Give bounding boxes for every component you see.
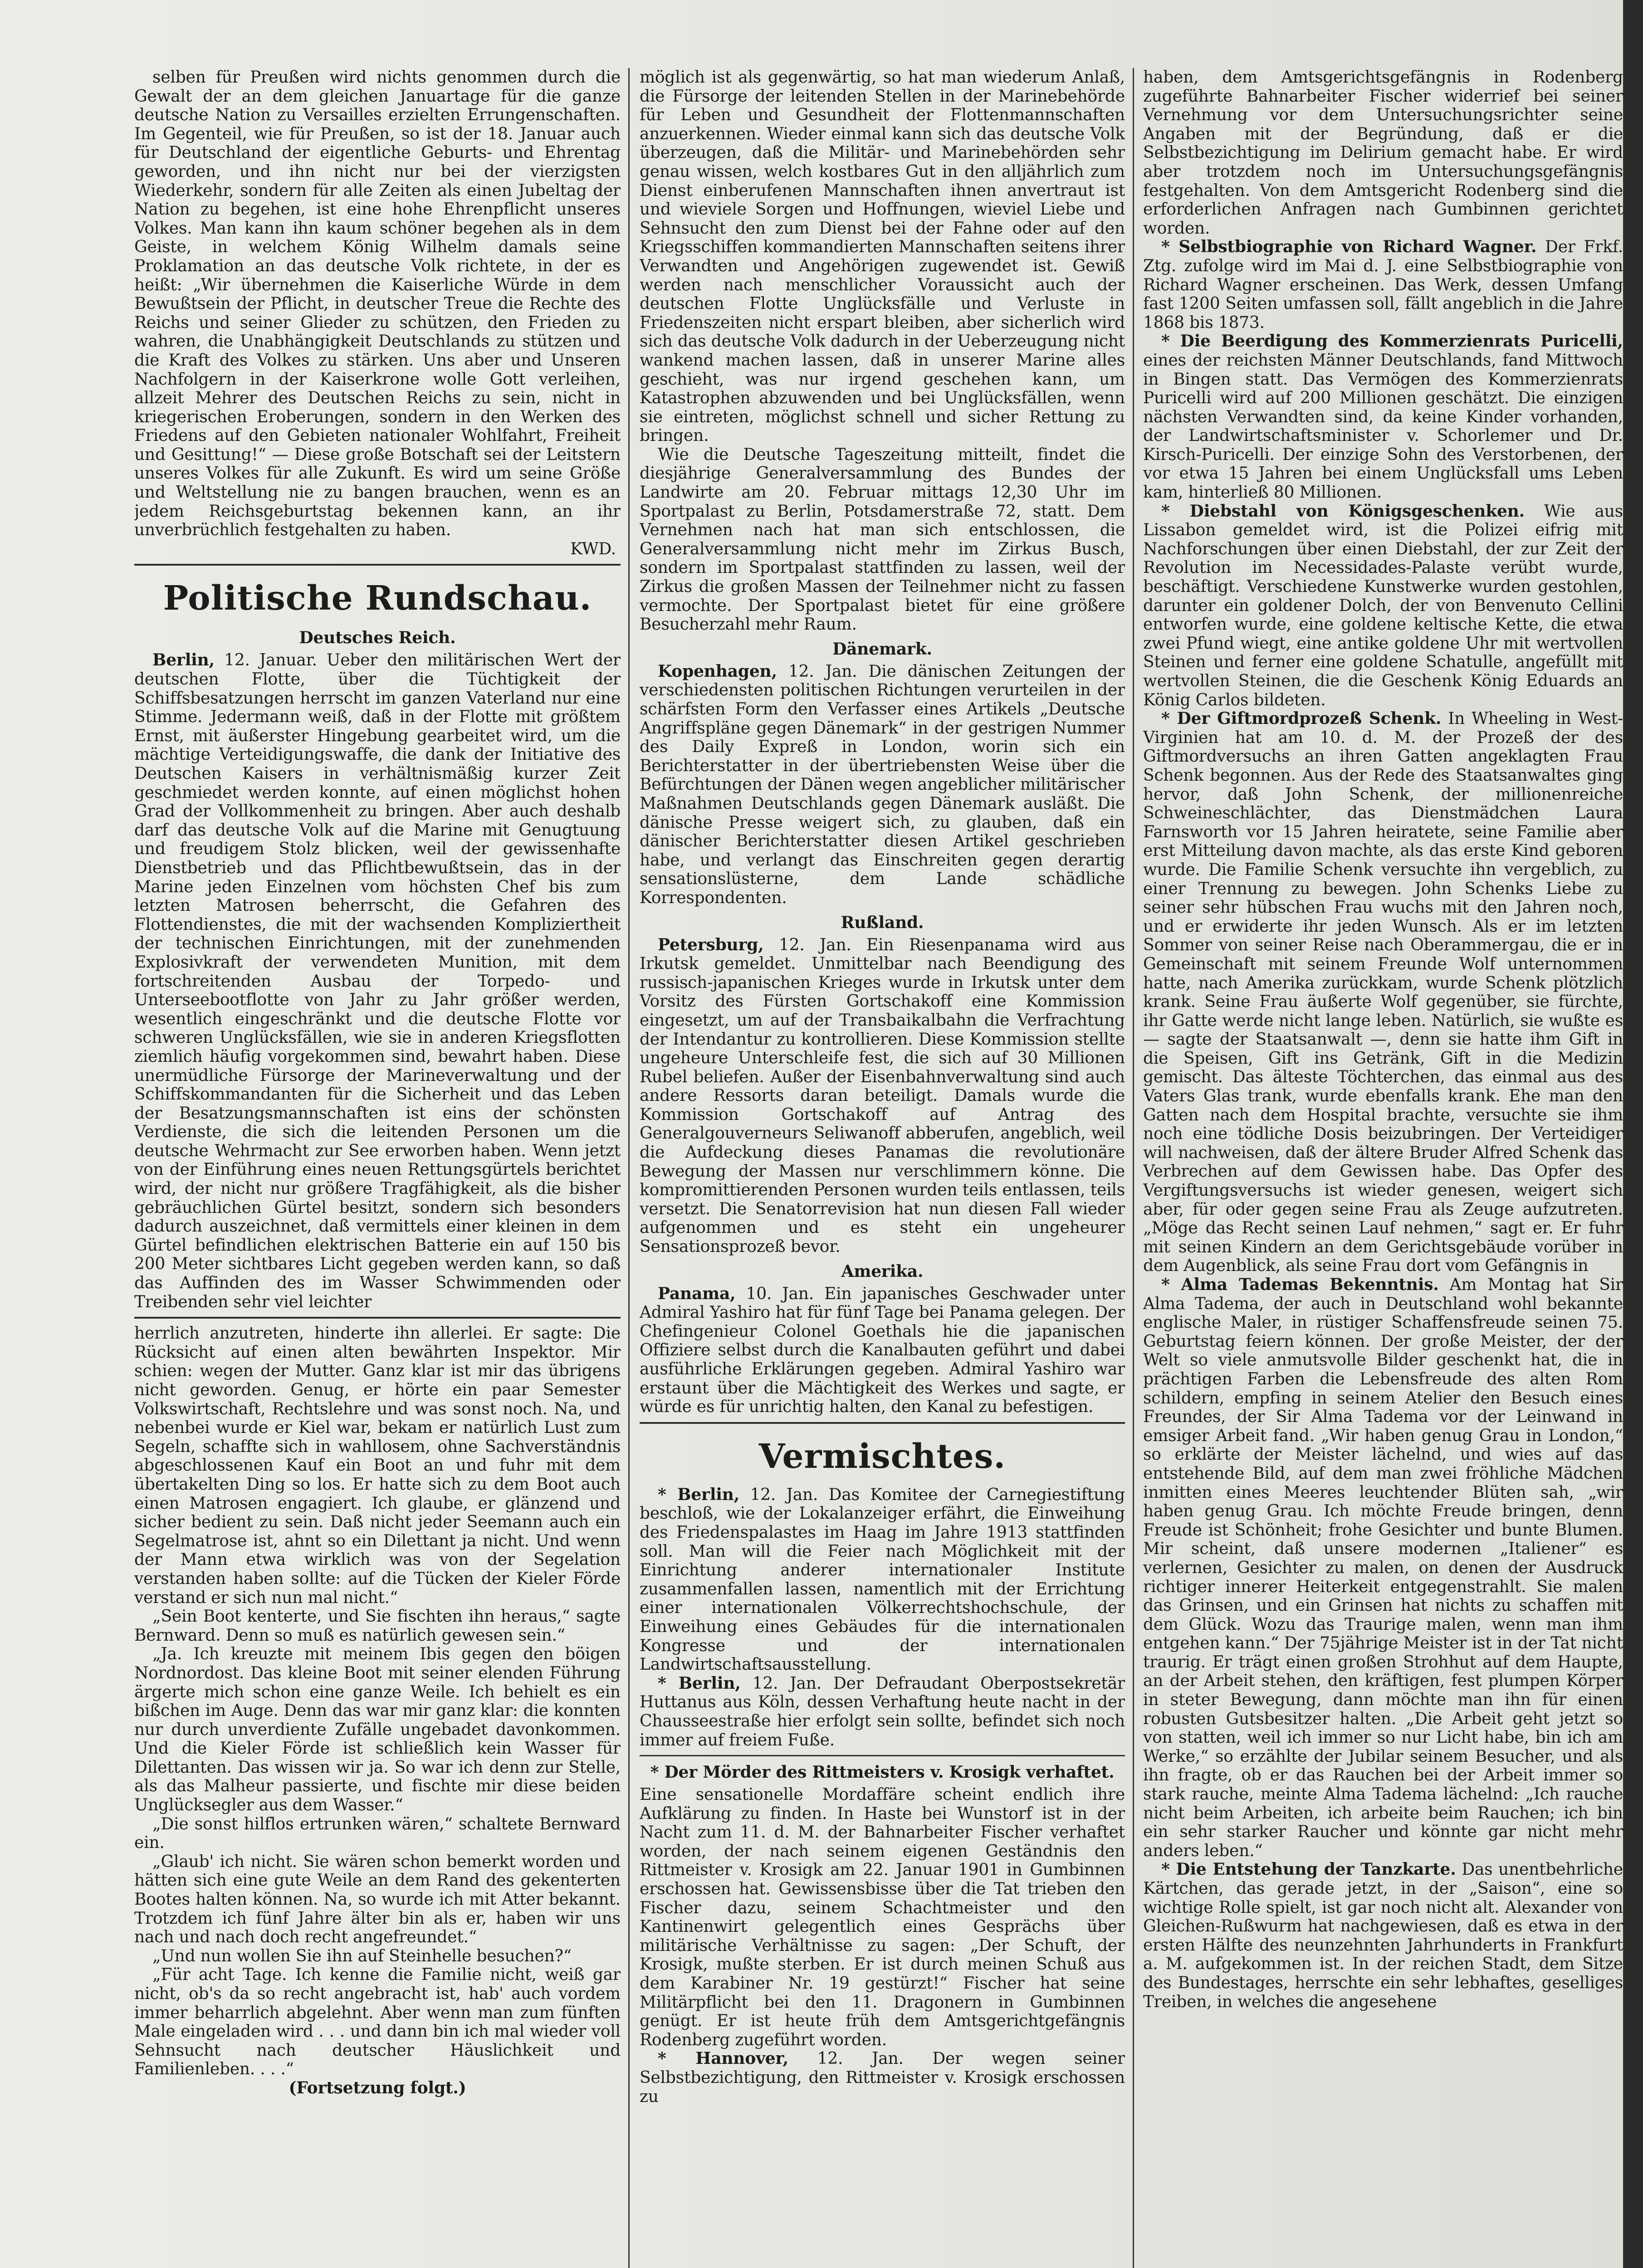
news-item bbox=[1143, 238, 1623, 332]
news-body: 12. Januar. Ueber den militärischen Wert der deutschen Flotte, über die Tüchtigkeit der Schiffsbesatzungen herrscht im ganzen Vaterland nur eine Stimme. Jedermann weiß, daß in der Flotte mit größtem Ernst, mit äußerster Hingebung gearbeitet wird, um die mächtige Verteidigungswaffe, die dank der Initiative des Deutschen Kaisers in verhältnismäßig kurzer Zeit geschmiedet werden konnte, auf einen möglichst hohen Grad der Vollkommenheit zu bringen. Aber auch deshalb darf das deutsche Volk auf die Marine mit Genugtuung und freudigem Stolz blicken, weil der gewissenhafte Dienstbetrieb und das Pflichtbewußtsein, das in der Marine jeden Einzelnen vom höchsten Chef bis zum letzten Matrosen beherrscht, die Gefahren des Flottendienstes, die mit der wachsenden Kompliziertheit der technischen Einrichtungen, mit der zunehmenden Explosivkraft der verwendeten Munition, mit dem fortschreitenden Ausbau der Torpedo- und Unterseebootflotte von Jahr zu Jahr größer werden, wesentlich eingeschränkt und die deutsche Flotte vor schweren Unglücksfällen, wie sie in anderen Kriegsflotten ziemlich häufig vorgekommen sind, bewahrt haben. Diese unermüdliche Fürsorge der Marineverwaltung und der Schiffskommandanten für die Sicherheit und das Leben der Besatzungsmannschaften ist eins der schönsten Verdienste, die sich die leitenden Personen um die deutsche Wehrmacht zur See erworben haben. Wenn jetzt von der Einführung eines neuen Rettungsgürtels berichtet wird, der nicht nur größere Tragfähigkeit, als die bisher gebräuchlichen Gürtel besitzt, sondern sich besonders dadurch auszeichnet, daß vermittels einer kleinen in dem Gürtel befindlichen elektrischen Batterie ein auf 150 bis 200 Meter sichtbares Licht gegeben werden kann, so daß das Auffinden des im Wasser Schwimmenden oder Treibenden sehr viel leichter bbox=[134, 651, 621, 1311]
news-item bbox=[640, 1674, 1125, 1750]
news-item bbox=[640, 1285, 1125, 1417]
news-body: Der Frkf. Ztg. zufolge wird im Mai d. J. eine Selbstbiographie von Richard Wagner erscheinen. Das Werk, dessen Umfang fast 1200 Seiten umfassen soll, fällt angeblich in die Jahre 1868 bis 1873. bbox=[1143, 238, 1623, 332]
news-item bbox=[1143, 1860, 1623, 2011]
notice-title: * Der Giftmordprozeß Schenk. bbox=[1161, 709, 1442, 728]
news-item bbox=[1143, 332, 1623, 502]
notice-title: * Selbstbiographie von Richard Wagner. bbox=[1161, 237, 1537, 257]
article-signature: KWD. bbox=[570, 539, 616, 558]
continued-note: (Fortsetzung folgt.) bbox=[289, 2078, 466, 2097]
dateline: Petersburg, bbox=[658, 935, 764, 954]
article-continuation: selben für Preußen wird nichts genommen durch die Gewalt der an dem gleichen Januartage für die ganze deutsche Nation zu Versailles erzielten Errungenschaften. Im Gegenteil, wie für Preußen, so ist der 18. Januar auch für Deutschland der eigentliche Geburts- und Ehrentag geworden, und ihn nicht nur bei der vierzigsten Wiederkehr, sondern für alle Zeiten als einen Jubeltag der Nation zu begehen, ist eine hohe Ehrenpflicht unseres Volkes. Man kann ihn kaum schöner begehen als in dem Geiste, in welchem König Wilhelm damals seine Proklamation an das deutsche Volk richtete, in der es heißt: „Wir übernehmen die Kaiserliche Würde in dem Bewußtsein der Pflicht, in deutscher Treue die Rechte des Reichs und seiner Glieder zu schützen, den Frieden zu wahren, die Unabhängigkeit Deutschlands zu stützen und die Kraft des Volkes zu stärken. Uns aber und Unseren Nachfolgern in der Kaiserkrone wolle Gott verleihen, allzeit Mehrer des Deutschen Reichs zu sein, nicht in kriegerischen Eroberungen, sondern in den Werken des Friedens auf den Gebieten nationaler Wohlfahrt, Freiheit und Gesittung!“ — Diese große Botschaft sei der Leitstern unseres Volkes für alle Zukunft. Es wird um seine Größe und Weltstellung nie zu bangen brauchen, wenn es an jedem Reichsgeburtstag bekennen kann, an ihr unverbrüchlich festgehalten zu haben. bbox=[134, 68, 621, 540]
news-item bbox=[640, 662, 1125, 908]
section-rule bbox=[640, 1422, 1125, 1424]
dateline: * Hannover, bbox=[658, 2049, 788, 2068]
notice-title: * Alma Tademas Bekenntnis. bbox=[1161, 1275, 1439, 1294]
dateline: Kopenhagen, bbox=[658, 661, 777, 681]
article-continuation: möglich ist als gegenwärtig, so hat man wiederum Anlaß, die Fürsorge der leitenden Stellen in der Marinebehörde für Leben und Gesundheit der Flottenmannschaften anzuerkennen. Wieder einmal kann sich das deutsche Volk überzeugen, daß die Militär- und Marinebehörden sehr genau wissen, welch kostbares Gut in den alljährlich zum Dienst einberufenen Mannschaften ihnen anvertraut ist und wieviele Sorgen und Hoffnungen, wieviel Liebe und Sehnsucht den zum Dienst bei der Fahne oder auf den Kriegsschiffen kommandierten Mannschaften seitens ihrer Verwandten und Angehörigen zugewendet ist. Gewiß werden nach menschlicher Voraussicht auch der deutschen Flotte Unglücksfälle und Verluste in Friedenszeiten nicht erspart bleiben, aber sicherlich wird sich das deutsche Volk dadurch in der Ueberzeugung nicht wankend machen lassen, daß in unserer Marine alles geschieht, was nur irgend geschehen kann, um Katastrophen abzuwenden und bei Unglücksfällen, wenn sie eintreten, möglichst schnell und sicher Rettung zu bringen. bbox=[640, 68, 1125, 445]
feuilleton-paragraph: „Ja. Ich kreuzte mit meinem Ibis gegen den böigen Nordnordost. Das kleine Boot mit seiner elenden Führung ärgerte mich schon eine ganze Weile. Ich behielt es ein bißchen im Auge. Denn das war mir ganz klar: die konnten nur durch unverdiente Zufälle ungebadet davonkommen. Und die Kieler Förde ist schließlich kein Wasser für Dilettanten. Das wissen wir ja. So war ich denn zur Stelle, als das Malheur passierte, und fischte mir diese beiden Unglücksegler aus dem Wasser.“ bbox=[134, 1645, 621, 1815]
news-body: Am Montag hat Sir Alma Tadema, der auch in Deutschland wohl bekannte englische Maler, in rüstiger Schaffensfreude seinen 75. Geburtstag feiern können. Der große Meister, der der Welt so viele anmutsvolle Bilder geschenkt hat, die in prächtigen Farben die Lebensfreude des alten Rom schildern, empfing in seinem Atelier den Besuch eines Freundes, der Sir Alma Tadema vor der Leinwand in emsiger Arbeit fand. „Wir haben genug Grau in London,“ so erklärte der Meister lächelnd, und wies auf das entstehende Bild, auf dem man zwei fröhliche Mädchen inmitten eines Meeres leuchtender Blüten sah, „wir haben genug Grau. Ich möchte Freude bringen, denn Freude ist Schönheit; frohe Gesichter und bunte Blumen. Mir scheint, daß unsere modernen „Italiener“ es verlernen, Gesichter zu malen, on denen der Ausdruck richtiger innerer Heiterkeit entgegenstrahlt. Sie malen das Grinsen, und ein Grinsen hat nichts zu schaffen mit dem Glück. Wozu das Traurige malen, wenn man ihm entgehen kann.“ Der 75jährige Meister ist in der Tat nicht traurig. Er trägt einen großen Strohhut auf dem Haupte, an der Arbeit stehen, den kräftigen, fest plumpen Körper in steter Bewegung, dann möchte man ihn für einen robusten Gutsbesitzer halten. „Die Arbeit geht jetzt so von statten, weil ich immer so nur Licht habe, bin ich am Werke,“ so erzählte der Jubilar seinem Besucher, und als ihn fragte, ob er das Rauchen bei der Arbeit immer so stark rauche, meinte Alma Tadema lächelnd: „Ich rauche nicht beim Arbeiten, ich arbeite beim Rauchen; ich bin ein sehr starker Raucher und könnte gar nicht mehr anders leben.“ bbox=[1143, 1276, 1623, 1860]
notice-title: * Die Entstehung der Tanzkarte. bbox=[1161, 1860, 1456, 1879]
news-item bbox=[640, 1486, 1125, 1674]
news-item: Wie die Deutsche Tageszeitung mitteilt, findet die diesjährige Generalversammlung des Bundes der Landwirte am 20. Februar mittags 12,30 Uhr im Sportpalast zu Berlin, Potsdamerstraße 72, statt. Dem Vernehmen nach hat man sich entschlossen, die Generalversammlung nicht mehr im Zirkus Busch, sondern im Sportpalast stattfinden zu lassen, weil der Zirkus die großen Massen der Teilnehmer nicht zu fassen vermochte. Der Sportpalast bietet für eine größere Besucherzahl mehr Raum. bbox=[640, 445, 1125, 634]
news-item bbox=[1143, 502, 1623, 710]
feuilleton-paragraph: „Die sonst hilflos ertrunken wären,“ schaltete Bernward ein. bbox=[134, 1814, 621, 1853]
news-body: Das unentbehrliche Kärtchen, das gerade jetzt, in der „Saison“, eine so wichtige Rolle spielt, ist gar noch nicht alt. Alexander von Gleichen-Rußwurm hat nachgewiesen, daß es etwa in der ersten Hälfte des neunzehnten Jahrhunderts in Frankfurt a. M. aufgekommen ist. In der reichen Stadt, dem Sitze des Bundestages, herrschte ein sehr lebhaftes, geselliges Treiben, in welches die angesehene bbox=[1143, 1860, 1623, 2011]
country-heading: Amerika. bbox=[841, 1261, 924, 1281]
news-body: 12. Jan. Das Komitee der Carnegiestiftung beschloß, wie der Lokalanzeiger erfährt, die Einweihung des Friedenspalastes im Haag im Jahre 1913 stattfinden soll. Man will die Feier nach Möglichkeit mit der Einrichtung anderer internationaler Institute zusammenfallen lassen, namentlich mit der Errichtung einer internationalen Völkerrechtshochschule, der Einweihung eines Gebäudes für die internationalen Kongresse und der internationalen Landwirtschaftsausstellung. bbox=[640, 1485, 1125, 1674]
news-body: 10. Jan. Ein japanisches Geschwader unter Admiral Yashiro hat für fünf Tage bei Panama gelegen. Der Chefingenieur Colonel Goethals hie die japanischen Offiziere selbst durch die Kanalbauten geführt und dabei ausführliche Erklärungen gegeben. Admiral Yashiro war erstaunt über die Mächtigkeit des Werkes und sagte, er würde es für unrichtig halten, den Kanal zu befestigen. bbox=[640, 1284, 1125, 1417]
news-body: 12. Jan. Die dänischen Zeitungen der verschiedensten politischen Richtungen verurteilen in der schärfsten Form den Verfasser eines Artikels „Deutsche Angriffspläne gegen Dänemark“ in der gestrigen Nummer des Daily Expreß in London, worin sich ein Berichterstatter in der übertriebensten Weise über die Befürchtungen der Dänen wegen angeblicher militärischer Maßnahmen Deutschlands gegen Dänemark ausläßt. Die dänische Presse weigert sich, zu glauben, daß ein dänischer Berichterstatter diesen Artikel geschrieben habe, und verlangt das Einschreiten gegen derartig sensationslüsterne, dem Lande schädliche Korrespondenten. bbox=[640, 662, 1125, 907]
column-left bbox=[134, 68, 621, 2268]
news-item bbox=[1143, 1276, 1623, 1860]
feuilleton-paragraph: „Für acht Tage. Ich kenne die Familie nicht, weiß gar nicht, ob's da so recht angebracht ist, hab' auch vordem immer beharrlich abgelehnt. Aber wenn man zum fünften Male eingeladen wird . . . und dann bin ich mal wieder voll Sehnsucht nach deutscher Häuslichkeit und Familienleben. . . .“ bbox=[134, 1965, 621, 2079]
column-divider bbox=[628, 68, 630, 2268]
news-item bbox=[640, 2049, 1125, 2106]
scan-edge bbox=[1623, 0, 1643, 2268]
news-item bbox=[640, 936, 1125, 1256]
dateline: * Berlin, bbox=[658, 1485, 740, 1504]
column-middle bbox=[640, 68, 1125, 2268]
section-title: Politische Rundschau. bbox=[163, 579, 592, 618]
news-body: In Wheeling in West-Virginien hat am 10. d. M. der Prozeß der des Giftmordversuchs an ihren Gatten angeklagten Frau Schenk begonnen. Aus der Rede des Staatsanwaltes ging hervor, daß John Schenk, der millionenreiche Schweineschlächter, das Dienstmädchen Laura Farnsworth vor 15 Jahren heiratete, seine Familie aber erst Mitteilung davon machte, als das erste Kind geboren wurde. Die Familie Schenk versuchte ihn vergeblich, zu einer Trennung zu bewegen. John Schenks Liebe zu seiner sehr hübschen Frau wuchs mit den Jahren noch, und er erwiderte ihr jeden Wunsch. Als er im letzten Sommer von seiner Reise nach Oberammergau, die er in Gemeinschaft mit seinem Freunde Wolf unternommen hatte, nach Amerika zurückkam, wurde Schenk plötzlich krank. Seine Frau äußerte Wolf gegenüber, sie fürchte, ihr Gatte werde nicht lange leben. Natürlich, sie wußte es — sagte der Staatsanwalt —, denn sie hatte ihm Gift in die Speisen, Gift ins Getränk, Gift in die Medizin gemischt. Das älteste Töchterchen, das einmal aus des Vaters Glas trank, wurde ebenfalls krank. Ehe man den Gatten nach dem Hospital brachte, versuchte sie ihm noch eine tödliche Dosis beizubringen. Der Verteidiger will nachweisen, daß der ältere Bruder Alfred Schenk das Verbrechen auf dem Gewissen habe. Das Opfer des Vergiftungsversuchs ist wieder genesen, weigert sich aber, für oder gegen seine Frau als Zeuge aufzutreten. „Möge das Recht seinen Lauf nehmen,“ sagt er. Er fuhr mit seinen Kindern an dem Gerichtsgebäude vorüber in dem Augenblick, als seine Frau dort vom Gefängnis in bbox=[1143, 709, 1623, 1276]
notice-title: * Diebstahl von Königsgeschenken. bbox=[1161, 501, 1525, 521]
article-continuation: haben, dem Amtsgerichtsgefängnis in Rodenberg zugeführte Bahnarbeiter Fischer widerrief bei seiner Vernehmung vor dem Untersuchungsrichter seine Angaben mit der Begründung, daß er die Selbstbezichtigung im Delirium gemacht habe. Er wird aber trotzdem noch im Untersuchungsgefängnis festgehalten. Von dem Amtsgericht Rodenberg sind die erforderlichen Anfragen nach Gumbinnen gerichtet worden. bbox=[1143, 68, 1623, 238]
dateline: Panama, bbox=[658, 1284, 736, 1303]
country-heading: Deutsches Reich. bbox=[299, 628, 456, 648]
column-right bbox=[1143, 68, 1623, 2268]
section-rule bbox=[134, 564, 621, 566]
feuilleton-rule bbox=[134, 1317, 621, 1319]
notice-title: * Die Beerdigung des Kommerzienrats Puricelli, bbox=[1161, 332, 1623, 351]
feuilleton-paragraph: herrlich anzutreten, hinderte ihn allerlei. Er sagte: Die Rücksicht auf einen alten bewährten Inspektor. Mir schien: wegen der Mutter. Ganz klar ist mir das übrigens nicht geworden. Genug, er hörte ein paar Semester Volkswirtschaft, Rechtslehre und was sonst noch. Na, und nebenbei wurde er Kiel war, bekam er natürlich Lust zum Segeln, schaffte sich in wahllosem, ohne Sachverständnis abgeschlossenen Kauf ein Boot an und fuhr mit dem übertakelten Ding so los. Er hatte sich zu dem Boot auch einen Matrosen engagiert. Ich glaube, er glänzend und sicher bedient zu sein. Daß nicht jeder Seemann auch ein Segelmatrose ist, ahnt so ein Dilettant ja nicht. Und wenn der Mann etwa wirklich was von der Segelation verstanden haben sollte: auf die Tücken der Kieler Förde verstand er sich nun mal nicht.“ bbox=[134, 1324, 621, 1607]
section-title: Vermischtes. bbox=[758, 1437, 1006, 1476]
news-body: 12. Jan. Ein Riesenpanama wird aus Irkutsk gemeldet. Unmittelbar nach Beendigung des russisch-japanischen Krieges wurde in Irkutsk unter dem Vorsitz des Fürsten Gortschakoff eine Kommission eingesetzt, um auf der Transbaikalbahn die Verfrachtung der Intendantur zu kontrollieren. Diese Kommission stellte ungeheure Unterschleife fest, die sich auf 30 Millionen Rubel beliefen. Außer der Eisenbahnverwaltung sind auch andere Ressorts daran beteiligt. Damals wurde die Kommission Gortschakoff auf Antrag des Generalgouverneurs Seliwanoff abberufen, angeblich, weil die Aufdeckung dieses Panamas die revolutionäre Bewegung der Massen nur verschlimmern könne. Die kompromittierenden Personen wurden teils entlassen, teils versetzt. Die Senatorrevision hat nun diesen Fall wieder aufgenommen und es steht ein ungeheurer Sensationsprozeß bevor. bbox=[640, 935, 1125, 1256]
dateline: * Berlin, bbox=[658, 1673, 741, 1693]
news-body: 12. Jan. Der wegen seiner Selbstbezichtigung, den Rittmeister v. Krosigk erschossen zu bbox=[640, 2049, 1125, 2106]
feuilleton-paragraph: „Und nun wollen Sie ihn auf Steinhelle besuchen?“ bbox=[152, 1946, 572, 1965]
news-body: eines der reichsten Männer Deutschlands, fand Mittwoch in Bingen statt. Das Vermögen des Kommerzienrats Puricelli wird auf 200 Millionen geschätzt. Die einzigen nächsten Verwandten sind, da keine Kinder vorhanden, der Landwirtschaftsminister v. Schorlemer und Dr. Kirsch-Puricelli. Der einzige Sohn des Verstorbenen, der vor etwa 15 Jahren bei einem Unglücksfall ums Leben kam, hinterließ 80 Millionen. bbox=[1143, 351, 1623, 502]
dateline: Berlin, bbox=[152, 650, 215, 670]
news-item: Eine sensationelle Mordaffäre scheint endlich ihre Aufklärung zu finden. In Haste bei Wunstorf ist in der Nacht zum 11. d. M. der Bahnarbeiter Fischer verhaftet worden, der nach seinem eigenen Geständnis den Rittmeister v. Krosigk am 22. Januar 1901 in Gumbinnen erschossen hat. Gewissensbisse über die Tat trieben den Fischer dazu, seinem Schachtmeister und den Kantinenwirt gelegentlich eines Gesprächs über militärische Verhältnisse zu sagen: „Der Schuft, der Krosigk, mußte sterben. Er ist durch meinen Schuß aus dem Karabiner Nr. 19 gestürzt!“ Fischer hat seine Militärpflicht bei den 11. Dragonern in Gumbinnen genügt. Er ist heute früh dem Amtsgerichtgefängnis Rodenberg zugeführt worden. bbox=[640, 1785, 1125, 2049]
news-body: Wie aus Lissabon gemeldet wird, ist die Polizei eifrig mit Nachforschungen über einen Diebstahl, der zur Zeit der Revolution im Necessidades-Palaste verübt wurde, beschäftigt. Verschiedene Kunstwerke wurden gestohlen, darunter ein goldener Dolch, der von Benvenuto Cellini entworfen wurde, eine goldene keltische Kette, die etwa zwei Pfund wiegt, eine antike goldene Uhr mit wertvollen Steinen und ferner eine goldene Schatulle, angefüllt mit wertvollen Steinen, die die Geschenk König Eduards an König Carlos bildeten. bbox=[1143, 502, 1623, 709]
country-heading: Dänemark. bbox=[832, 639, 932, 659]
country-heading: Rußland. bbox=[841, 913, 924, 932]
feuilleton-paragraph: „Glaub' ich nicht. Sie wären schon bemerkt worden und hätten sich eine gute Weile an dem Rand des gekenterten Bootes halten können. Na, so wurde ich mit Atter bekannt. Trotzdem ich fünf Jahre älter bin als er, haben wir uns nach und nach doch recht angefreundet.“ bbox=[134, 1852, 621, 1947]
news-item bbox=[1143, 709, 1623, 1276]
news-item bbox=[134, 651, 621, 1311]
news-body: 12. Jan. Der Defraudant Oberpostsekretär Huttanus aus Köln, dessen Verhaftung heute nacht in der Chausseestraße hier erfolgt sein sollte, befindet sich noch immer auf freiem Fuße. bbox=[640, 1674, 1125, 1750]
notice-title: * Der Mörder des Rittmeisters v. Krosigk verhaftet. bbox=[650, 1763, 1115, 1782]
item-rule bbox=[640, 1755, 1125, 1756]
feuilleton-paragraph: „Sein Boot kenterte, und Sie fischten ihn heraus,“ sagte Bernward. Denn so muß es natürlich gewesen sein.“ bbox=[134, 1607, 621, 1645]
column-divider bbox=[1133, 68, 1134, 2268]
